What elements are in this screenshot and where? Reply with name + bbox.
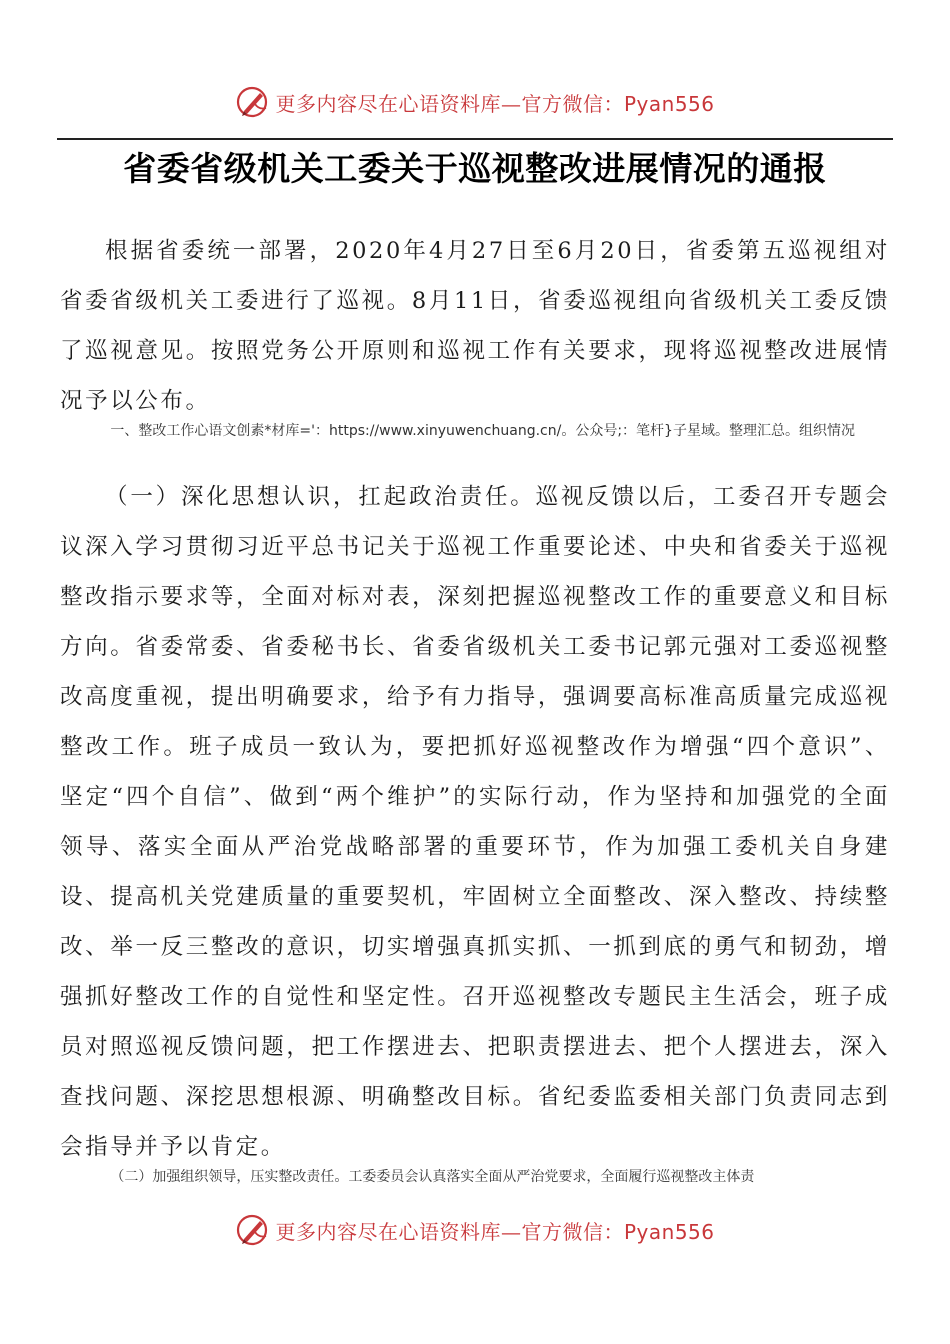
body-paragraph: （一）深化思想认识，扛起政治责任。巡视反馈以后，工委召开专题会议深入学习贯彻习近平总书记关于巡视工作重要论述、中央和省委关于巡视整改指示要求等，全面对标对表，深刻把握巡视整改工作的重要意义和目标方向。省委常委、省委秘书长、省委省级机关工委书记郭元强对工委巡视整改高度重视，提出明确要求，给予有力指导，强调要高标准高质量完成巡视整改工作。班子成员一致认为，要把抓好巡视整改作为增强“四个意识”、坚定“四个自信”、做到“两个维护”的实际行动，作为坚持和加强党的全面领导、落实全面从严治党战略部署的重要环节，作为加强工委机关自身建设、提高机关党建质量的重要契机，牢固树立全面整改、深入整改、持续整改、举一反三整改的意识，切实增强真抓实抓、一抓到底的勇气和韧劲，增强抓好整改工作的自觉性和坚定性。召开巡视整改专题民主生活会，班子成员对照巡视反馈问题，把工作摆进去、把职责摆进去、把个人摆进去，深入查找问题、深挖思想根源、明确整改目标。省纪委监委相关部门负责同志到会指导并予以肯定。 — [60, 484, 890, 1160]
section-note-line: 一、整改工作心语文创素*材库='：https://www.xinyuwenchuang.cn/。公众号;：笔杆}子星域。整理汇总。组织情况 — [110, 423, 855, 439]
document-title: 省委省级机关工委关于巡视整改进展情况的通报 — [123, 149, 827, 188]
intro-paragraph: 根据省委统一部署，2020年4月27日至6月20日，省委第五巡视组对省委省级机关工委进行了巡视。8月11日，省委巡视组向省级机关工委反馈了巡视意见。按照党务公开原则和巡视工作有关要求，现将巡视整改进展情况予以公布。 — [60, 238, 890, 414]
pen-logo-icon — [235, 1212, 271, 1248]
title-divider — [57, 138, 893, 140]
header-watermark-banner — [0, 80, 950, 124]
footer-watermark-banner — [0, 1208, 950, 1252]
section-heading-truncated: （二）加强组织领导，压实整改责任。工委委员会认真落实全面从严治党要求，全面履行巡视整改主体责 — [110, 1169, 755, 1185]
watermark-text: 更多内容尽在心语资料库—官方微信：Pyan556 — [275, 91, 715, 116]
pen-logo-icon — [235, 84, 271, 120]
watermark-text: 更多内容尽在心语资料库—官方微信：Pyan556 — [275, 1219, 715, 1244]
